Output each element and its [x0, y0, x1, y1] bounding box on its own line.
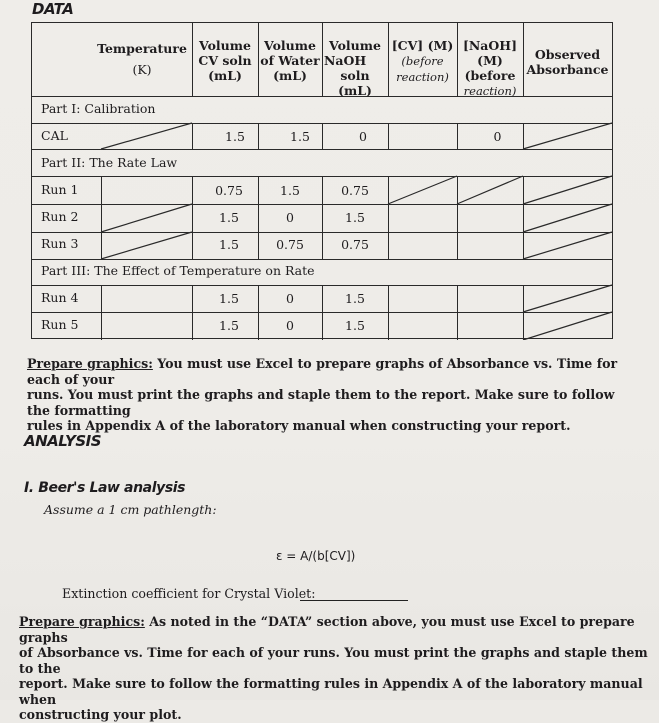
strike-run3-absorbance [523, 232, 612, 259]
header-temperature: Temperature (K) [97, 41, 187, 77]
cal-naoh-concentration: 0 [493, 129, 502, 144]
run3-water-volume: 0.75 [276, 237, 304, 252]
run2-cv-volume: 1.5 [219, 210, 239, 225]
strike-run1-cvconc [388, 176, 457, 204]
run5-naoh-volume: 1.5 [345, 318, 365, 333]
part2-label: Part II: The Rate Law [41, 155, 178, 170]
row-label-run5: Run 5 [41, 317, 79, 332]
run5-water-volume: 0 [286, 318, 294, 333]
strike-run4-absorbance [523, 285, 612, 312]
strike-run5-absorbance [523, 312, 612, 340]
run3-naoh-volume: 0.75 [341, 237, 369, 252]
header-water-volume: Volume of Water (mL) [260, 38, 320, 83]
strike-cal-absorbance [523, 123, 612, 149]
cal-cv-volume: 1.5 [225, 129, 245, 144]
cal-water-volume: 1.5 [290, 129, 310, 144]
row-label-cal: CAL [41, 128, 68, 143]
run2-water-volume: 0 [286, 210, 294, 225]
strike-run3-temperature [101, 232, 192, 259]
run5-cv-volume: 1.5 [219, 318, 239, 333]
analysis-section-title: ANALYSIS [24, 432, 102, 450]
beers-law-heading: I. Beer's Law analysis [24, 480, 186, 496]
run1-water-volume: 1.5 [280, 183, 300, 198]
row-label-run4: Run 4 [41, 290, 79, 305]
data-table [31, 22, 613, 339]
part3-label: Part III: The Effect of Temperature on Rate [41, 263, 315, 278]
extinction-coefficient-answer-line[interactable] [300, 600, 408, 601]
run1-cv-volume: 0.75 [215, 183, 243, 198]
run4-naoh-volume: 1.5 [345, 291, 365, 306]
part1-label: Part I: Calibration [41, 101, 156, 116]
strike-run2-absorbance [523, 204, 612, 232]
row-label-run3: Run 3 [41, 236, 79, 251]
extinction-coefficient-label: Extinction coefficient for Crystal Violet: [62, 586, 316, 601]
extinction-equation: ε = A/(b[CV]) [276, 549, 356, 563]
run2-naoh-volume: 1.5 [345, 210, 365, 225]
header-cv-volume: Volume CV soln (mL) [198, 38, 252, 83]
prepare-graphics-data: Prepare graphics: You must use Excel to prepare graphs of Absorbance vs. Time for each of your runs. You must print the graphs and staple them to the report. Make sure to follow the formatting rules in Appendix A of the laboratory manual when constructing your report. [27, 356, 618, 433]
run4-cv-volume: 1.5 [219, 291, 239, 306]
pathlength-note: Assume a 1 cm pathlength: [44, 502, 217, 517]
header-absorbance: Observed Absorbance [526, 47, 609, 77]
header-naoh-concentration: [NaOH] (M) (before reaction) [462, 38, 518, 98]
header-cv-concentration: [CV] (M) (before reaction) [391, 38, 454, 84]
row-label-run2: Run 2 [41, 209, 79, 224]
header-naoh-volume: Volume NaOH soln (mL) [324, 38, 381, 98]
run1-naoh-volume: 0.75 [341, 183, 369, 198]
strike-run2-temperature [101, 204, 192, 232]
data-section-title: DATA [32, 0, 74, 18]
row-label-run1: Run 1 [41, 182, 79, 197]
strike-run1-absorbance [523, 176, 612, 204]
run4-water-volume: 0 [286, 291, 294, 306]
cal-naoh-volume: 0 [359, 129, 367, 144]
strike-cal-temperature [101, 123, 192, 149]
prepare-graphics-analysis: Prepare graphics: As noted in the “DATA” section above, you must use Excel to prepare graphs of Absorbance vs. Time for each of your runs. You must print the graphs and staple them to the report. Make sure to follow the formatting rules in Appendix A of the laboratory manual when constructing your plot. [19, 614, 648, 722]
run3-cv-volume: 1.5 [219, 237, 239, 252]
strike-run1-naohconc [457, 176, 523, 204]
